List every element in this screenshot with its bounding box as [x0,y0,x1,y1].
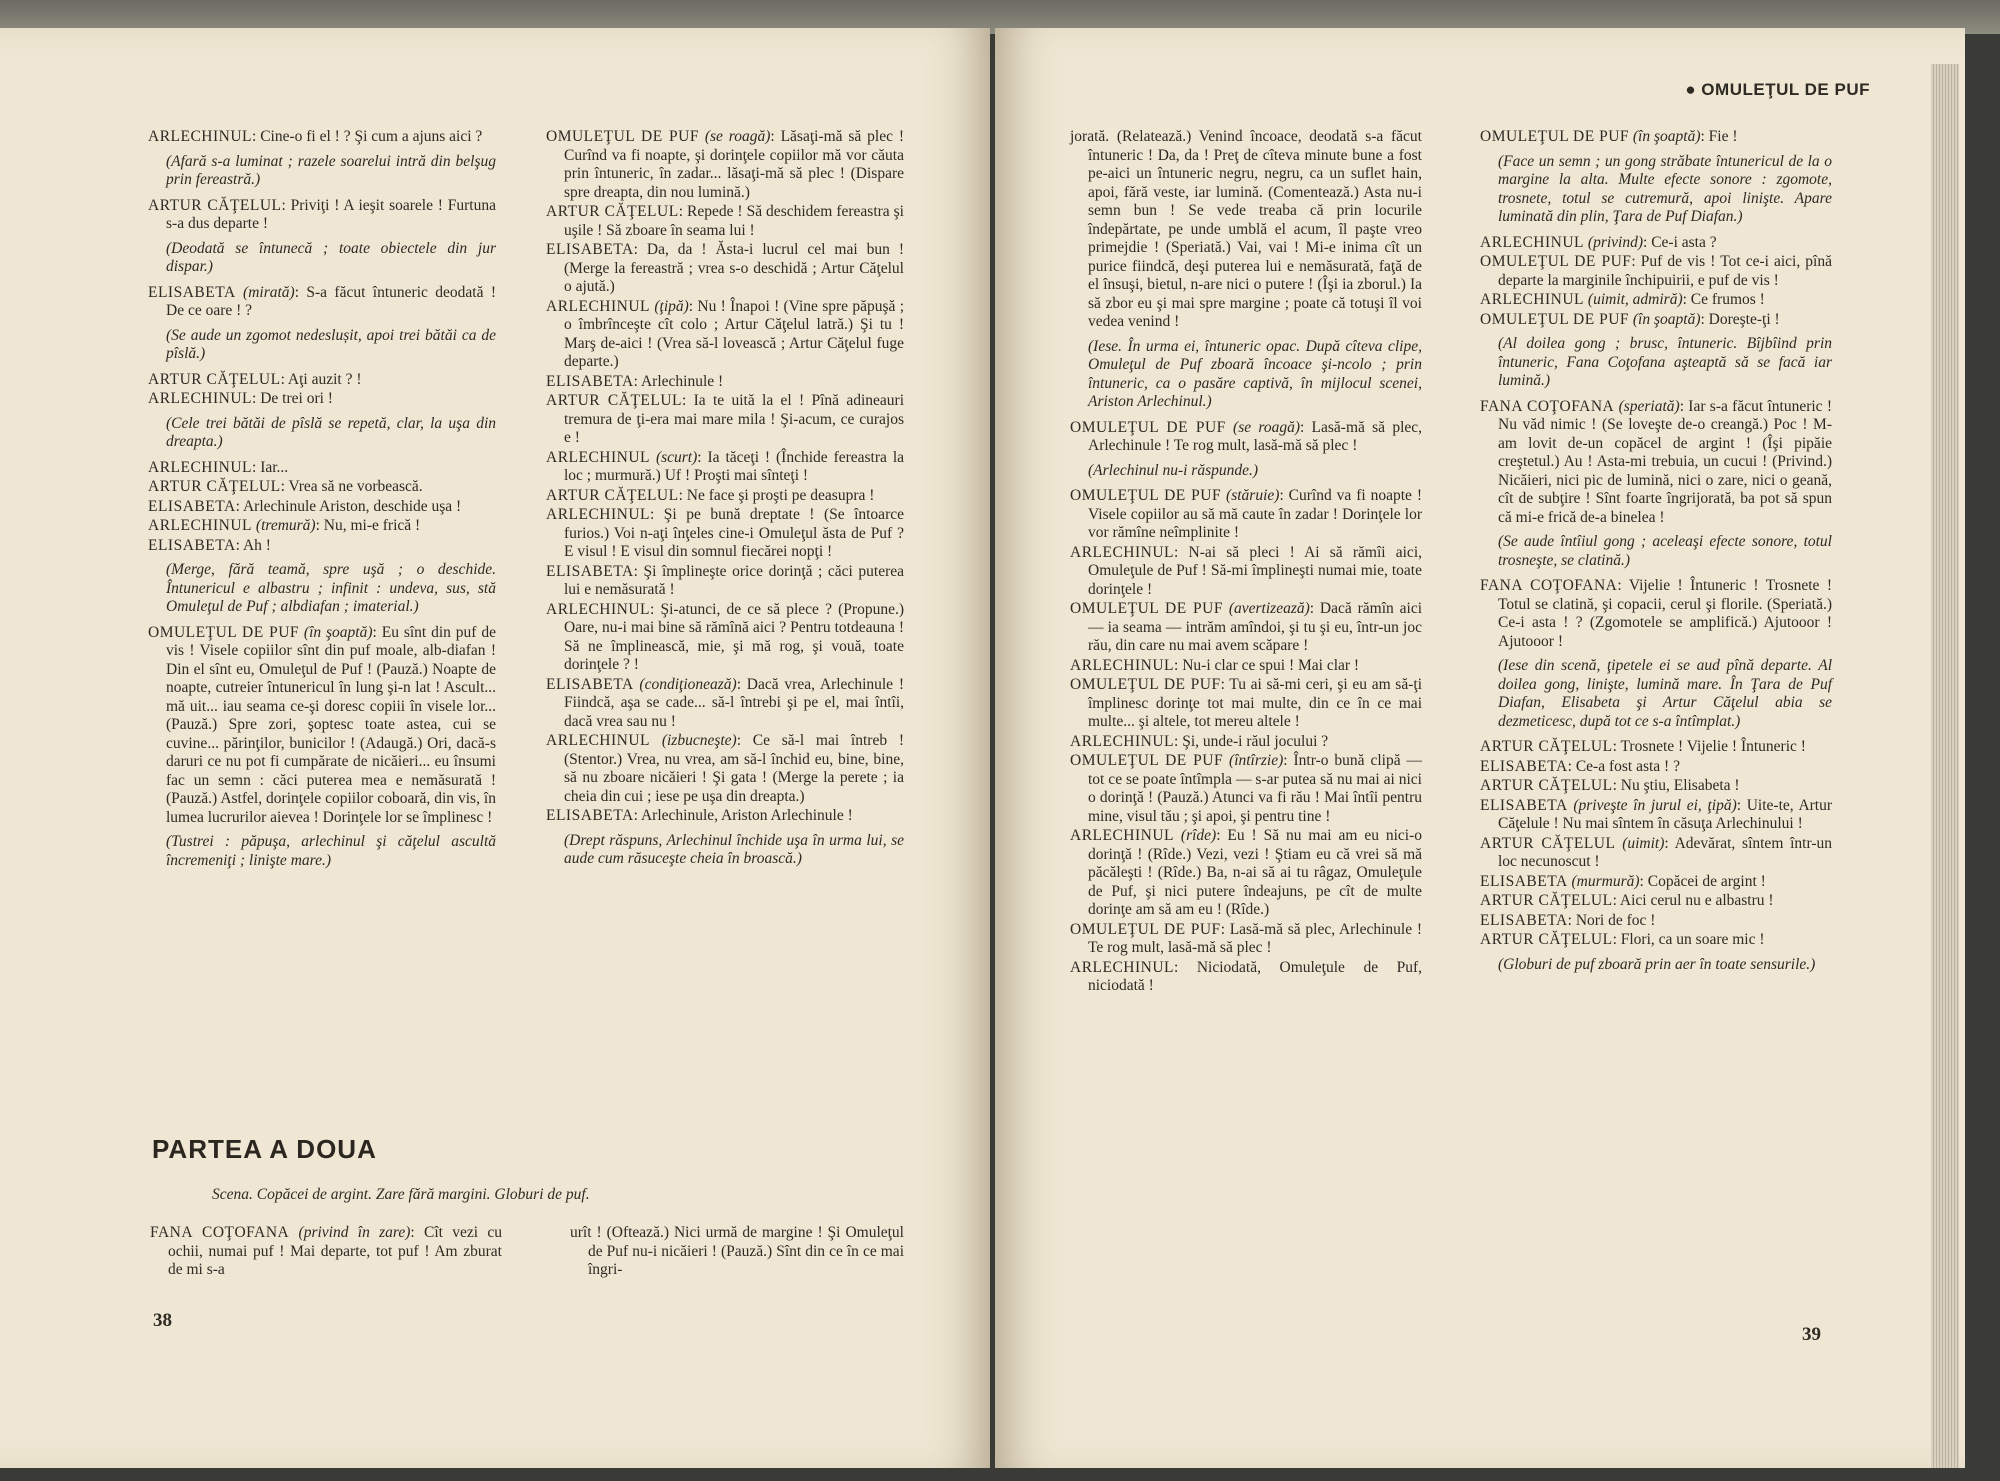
dialogue-line [1070,487,1422,543]
parenthetical: (în şoaptă) [303,623,373,641]
dialogue-line [1480,291,1832,310]
speaker-name: FANA COŢOFANA [1480,397,1615,415]
line-text: : Ce frumos ! [1682,291,1765,308]
dialogue-line [1480,398,1832,528]
dialogue-line [1480,577,1832,651]
line-text: : Şi împlineşte orice dorinţă ; căci puterea lui e nemăsurată ! [564,562,904,598]
speaker-name: ARLECHINUL [1070,543,1175,561]
parenthetical: (uimit, admiră) [1587,291,1683,308]
speaker-name: FANA COŢOFANA [1480,577,1618,594]
parenthetical: (stăruie) [1226,487,1280,504]
line-text: : Ne face şi proşti pe deasupra ! [678,486,875,504]
dialogue-line [1480,738,1832,757]
dialogue-line [1480,797,1832,834]
parenthetical: (condiţionează) [639,675,737,693]
dialogue-line [148,459,496,478]
line-text: : Flori, ca un soare mic ! [1612,931,1765,948]
speaker-name: ARLECHINUL [546,297,651,315]
dialogue-line [546,392,904,448]
line-text: : Nu-i clar ce spui ! Mai clar ! [1174,656,1360,674]
speaker-name: ARLECHINUL [148,128,253,145]
speaker-name: ARLECHINUL [1070,958,1175,976]
dialogue-line [1480,758,1832,777]
parenthetical: (mirată) [243,283,295,301]
scene-description: Scena. Copăcei de argint. Zare fără margini. Globuri de puf. [212,1186,590,1203]
dialogue-line [546,563,904,600]
line-text: : Da, da ! Ăsta-i lucrul cel mai bun ! (Merge la fereastră ; vrea s-o deschidă ; Artur Căţelul o ajută.) [564,241,904,295]
speaker-name: ELISABETA [546,372,634,390]
line-text: : Ia te uită la el ! Pînă adineauri tremura de ţi-era mai mare mila ! Şi-acum, ce curajos e ! [564,392,905,446]
line-text: : Într-o bună clipă — tot ce se poate întîmpla — s-ar putea să nu mai ai nici o dorinţă ! (Pauză.) Atunci va fi rău ! Mai întîi pentru mine, visul tău ; şi apoi, şi pentru tine ! [1088,752,1422,825]
right-page [995,28,1965,1468]
line-text: : Vrea să ne vorbească. [280,478,423,495]
dialogue-line [546,203,904,240]
stage-direction: (Iese. În urma ei, întuneric opac. După cîteva clipe, Omuleţul de Puf zboară încoace şi-ncolo ; prin întuneric, ca o pasăre captivă, în mijlocul scenei, Ariston Arlechinul.) [1088,337,1422,410]
left-column-2 [546,128,904,876]
speaker-name: OMULEŢUL DE PUF [1480,128,1630,145]
dialogue-continuation: urît ! (Oftează.) Nici urmă de margine ! Şi Omuleţul de Puf nu-i nicăieri ! (Pauză.) Sînt din ce în ce mai îngri- [570,1224,904,1278]
line-text: : Arlechinule Ariston, deschide uşa ! [235,497,462,515]
stage-direction: (Face un semn ; un gong străbate întunericul de la o margine la alta. Multe efecte sonore : zgomote, trosnete, totul se cutremură, apoi linişte. Apare luminată din plin, Ţara de Puf Diafan.) [1498,152,1832,225]
dialogue-line [1070,921,1422,958]
dialogue-line [1070,827,1422,920]
stage-direction: (Merge, fără teamă, spre uşă ; o deschide. Întunericul e albastru ; infinit : undeva, sus, stă Omuleţul de Puf ; albdiafan ; imaterial.) [166,561,496,615]
line-text: : Cine-o fi el ! ? Şi cum a ajuns aici ? [252,128,483,145]
dialogue-line [1480,253,1832,290]
speaker-name: OMULEŢUL DE PUF [1070,487,1222,504]
left-bottom-column-2 [570,1224,904,1281]
page-edges [1931,64,1959,1468]
parenthetical: (privind în zare) [298,1224,411,1241]
stage-direction: (Deodată se întunecă ; toate obiectele din jur dispar.) [166,239,496,275]
parenthetical: (murmură) [1571,872,1640,890]
line-text: : N-ai să pleci ! Ai să rămîi aici, Omuleţule de Puf ! Să-mi împlineşti numai mie, toate dorinţele ! [1088,543,1422,598]
line-text: : Aţi auzit ? ! [280,370,362,388]
speaker-name: ARTUR CĂŢELUL [1480,892,1613,909]
speaker-name: ARLECHINUL [148,458,253,476]
dialogue-line [1480,912,1832,931]
section-title: PARTEA A DOUA [152,1134,377,1164]
line-text: : Lasă-mă să plec, Arlechinule ! Te rog mult, lasă-mă să plec ! [1088,418,1423,454]
dialogue-line [546,506,904,562]
line-text: : Curînd va fi noapte ! Visele copiilor au să mă caute în zadar ! Dorinţele lor vor rămîne neîmplinite ! [1088,487,1422,541]
line-text: : Eu ! Să nu mai am eu nici-o dorinţă ! (Rîde.) Vezi, vezi ! Ştiam eu că vrei să mă păcăleşti ! (Rîde.) Ba, n-ai să ai tu râgaz, Omuleţule de Puf, şi nici putere îndeajuns, pe cît de multe dorinţe am să am eu ! (Rîde.) [1088,827,1422,918]
speaker-name: ARTUR CĂŢELUL [1480,931,1613,948]
stage-direction: (Tustrei : păpuşa, arlechinul şi căţelul ascultă încremeniţi ; linişte mare.) [166,833,496,869]
speaker-name: OMULEŢUL DE PUF [1070,676,1221,693]
speaker-name: ARLECHINUL [1070,827,1175,844]
parenthetical: (izbucneşte) [661,732,737,749]
speaker-name: ELISABETA [546,675,634,693]
speaker-name: ARLECHINUL [546,600,651,618]
line-text: : Lăsaţi-mă să plec ! Curînd va fi noapte, şi dorinţele copiilor mă vor căuta prin întuneric, în zadar... lăsaţi-mă să plec ! (Dispare spre dreapta, din nou lumină.) [564,128,905,201]
stage-direction: (Al doilea gong ; brusc, întuneric. Bîjbîind prin întuneric, Fana Coţofana aşteaptă să se facă iar lumină.) [1498,335,1832,389]
speaker-name: ARLECHINUL [546,732,651,749]
speaker-name: ARLECHINUL [1070,732,1175,750]
right-column-1 [1070,128,1422,997]
speaker-name: ARTUR CĂŢELUL [1480,738,1613,755]
line-text: : Trosnete ! Vijelie ! Întuneric ! [1612,738,1806,755]
speaker-name: ELISABETA [148,497,236,515]
line-text: : Nu, mi-e frică ! [315,517,421,534]
parenthetical: (scurt) [655,448,698,466]
line-text: : Repede ! Să deschidem fereastra şi uşile ! Să zboare în seama lui ! [564,203,904,239]
stage-direction: (Globuri de puf zboară prin aer în toate sensurile.) [1498,955,1816,973]
speaker-name: ELISABETA [148,283,236,301]
stage-direction: (Drept răspuns, Arlechinul închide uşa în urma lui, se aude cum răsuceşte cheia în broască.) [564,831,904,867]
speaker-name: FANA COŢOFANA [150,1224,290,1241]
dialogue-line [148,371,496,390]
speaker-name: ARLECHINUL [546,448,651,466]
dialogue-line [1480,835,1832,872]
line-text: : Nori de foc ! [1567,911,1656,929]
dialogue-line [546,676,904,732]
parenthetical: (tremură) [255,517,316,534]
line-text: : Adevărat, sîntem într-un loc necunoscut ! [1498,834,1832,870]
stage-direction: (Cele trei bătăi de pîslă se repetă, clar, la uşa din dreapta.) [166,414,496,450]
speaker-name: OMULEŢUL DE PUF [1480,253,1632,270]
dialogue-line [1070,544,1422,600]
dialogue-line [148,128,496,147]
speaker-name: ARTUR CĂŢELUL [148,478,281,495]
line-text: : Eu sînt din puf de vis ! Visele copiilor sînt din puf moale, alb-diafan ! Din el sînt eu, Omuleţul de Puf ! (Pauză.) Noapte de noapte, cutreier întunericul în lung şi-n lat ! Ascult... mă uit... iau seama ce-şi doresc copiii în visele lor... (Pauză.) Spre zori, şoptesc toate astea, cui se cuvine... părinţilor, bunicilor ! (Adaugă.) Ori, dacă-s daruri ce nu pot fi cumpărate de nicăieri... eu însumi fac un semn : căci puterea mea e nemăsurată ! (Pauză.) Astfel, dorinţele copiilor coboară, din vis, în lumea lucrurilor aievea ! Dorinţele lor se împlinesc ! [166,623,496,826]
dialogue-line [1070,959,1422,996]
dialogue-line [546,732,904,806]
dialogue-line [546,298,904,372]
dialogue-line [1070,733,1422,752]
left-column-1 [148,128,496,877]
dialogue-line [148,197,496,234]
dialogue-line [148,498,496,517]
stage-direction: (Arlechinul nu-i răspunde.) [1088,461,1259,479]
dialogue-line [1480,128,1832,147]
dialogue-line [1480,892,1832,911]
speaker-name: ARTUR CĂŢELUL [148,370,281,388]
speaker-name: ARLECHINUL [1070,656,1175,674]
parenthetical: (ţipă) [654,297,689,315]
parenthetical: (întîrzie) [1229,752,1284,769]
stage-direction: (Iese din scenă, ţipetele ei se aud pînă departe. Al doilea gong, linişte, lumină mare. În Ţara de Puf Diafan, Elisabeta şi Artur Căţelul abia se dezmeticesc, după tot ce s-a întîmplat.) [1498,657,1832,730]
line-text: : Iar s-a făcut întuneric ! Nu văd nimic ! (Se loveşte de-o creangă.) Poc ! M-am lovit de-un copăcel de argint ! (Îşi pipăie creştetul.) Au ! Asta-mi trebuia, un cucui ! (Privind.) Nicăieri, nici pic de lumină, nici o zare, nici o geană, cît de subţire ! Sînt foarte îngrijorată, ba pot să spun că mi-e frică de-a binelea ! [1498,397,1833,526]
line-text: : Uite-te, Artur Căţelule ! Nu mai sîntem în căsuţa Arlechinului ! [1498,796,1833,832]
line-text: : Vijelie ! Întuneric ! Trosnete ! Totul se clatină, şi copacii, cerul şi florile. (Speriată.) Ce-i asta ! ? (Zgomotele se amplifică.) Ajutooor ! Ajutooor ! [1498,577,1832,650]
line-text: : Şi-atunci, de ce să plece ? (Propune.) Oare, nu-i mai bine să rămînă aici ? Pentru totdeauna ! Să ne împlinească, mie, şi mă rog, şi vouă, toate dorinţele ? ! [564,600,904,673]
speaker-name: OMULEŢUL DE PUF [1070,418,1226,436]
line-text: : Fie ! [1700,128,1738,145]
parenthetical: (uimit) [1622,834,1665,852]
dialogue-line [1480,777,1832,796]
line-text: : Ce-i asta ? [1643,233,1717,251]
dialogue-line [546,807,904,826]
left-bottom-column-1 [150,1224,502,1281]
dialogue-line [148,478,496,497]
parenthetical: (privind) [1587,233,1644,251]
dialogue-line [148,624,496,828]
line-text: : Ce să-l mai întreb ! (Stentor.) Vrea, nu vrea, am să-l închid eu, bine, bine, să nu zboare nicăieri ! Şi gata ! (Merge la perete ; ia cheia din cui ; iese pe uşa din dreapta.) [564,732,905,805]
parenthetical: (se roagă) [704,128,771,145]
speaker-name: ARLECHINUL [148,517,253,534]
speaker-name: ELISABETA [1480,757,1568,775]
line-text: : Şi, unde-i răul jocului ? [1174,732,1329,750]
line-text: : Tu ai să-mi ceri, şi eu am să-ţi împlinesc dorinţe tot mai multe, din ce în ce mai multe... şi altele, tot mereu altele ! [1088,676,1422,730]
line-text: : Arlechinule ! [633,372,724,390]
stage-direction: (Se aude un zgomot nedeslușit, apoi trei bătăi ca de pîslă.) [166,326,496,362]
dialogue-line [546,241,904,297]
dialogue-line [1480,873,1832,892]
speaker-name: OMULEŢUL DE PUF [1480,310,1630,328]
page-number-left: 38 [153,1310,172,1331]
running-head: ● OMULEŢUL DE PUF [1685,80,1870,99]
speaker-name: ARTUR CĂŢELUL [1480,834,1616,852]
speaker-name: ARLECHINUL [1480,233,1585,251]
line-text: : Ah ! [235,536,271,554]
dialogue-line [1480,234,1832,253]
speaker-name: OMULEŢUL DE PUF [1070,600,1223,617]
dialogue-line [150,1224,502,1280]
parenthetical: (avertizează) [1228,600,1310,617]
line-text: : Doreşte-ţi ! [1700,310,1780,328]
line-text: : Copăcei de argint ! [1639,872,1766,890]
stage-direction: (Se aude întîiul gong ; aceleaşi efecte sonore, totul trosneşte, se clatină.) [1498,533,1832,569]
line-text: : Arlechinule, Ariston Arlechinule ! [633,807,853,824]
speaker-name: ARTUR CĂŢELUL [148,196,282,214]
line-text: : Ia tăceţi ! (Închide fereastra la loc ; murmură.) Uf ! Proşti mai sînteţi ! [564,448,905,484]
speaker-name: ELISABETA [1480,911,1568,929]
speaker-name: ELISABETA [546,562,634,580]
dialogue-line [1070,752,1422,826]
speaker-name: ARTUR CĂŢELUL [1480,777,1613,794]
line-text: : Şi pe bună dreptate ! (Se întoarce furios.) Voi n-aţi înţeles cine-i Omuleţul ăsta de Puf ? E visul ! E visul din somnul fiecărei nopţi ! [564,506,904,560]
dialogue-line [546,487,904,506]
speaker-name: ELISABETA [546,241,634,258]
line-text: : Lasă-mă să plec, Arlechinule ! Te rog mult, lasă-mă să plec ! [1088,920,1422,956]
speaker-name: OMULEŢUL DE PUF [1070,752,1224,769]
dialogue-line [546,128,904,202]
line-text: : S-a făcut întuneric deodată ! De ce oare ! ? [166,283,496,319]
line-text: : De trei ori ! [252,390,333,407]
dialogue-line [148,284,496,321]
dialogue-line [1070,600,1422,656]
speaker-name: OMULEŢUL DE PUF [1070,920,1221,938]
line-text: : Niciodată, Omuleţule de Puf, niciodată ! [1088,958,1422,994]
speaker-name: ARTUR CĂŢELUL [546,392,683,409]
parenthetical: (se roagă) [1233,418,1300,436]
dialogue-line [1070,419,1422,456]
parenthetical: (în şoaptă) [1632,310,1701,328]
dialogue-line [148,390,496,409]
speaker-name: ELISABETA [546,807,634,824]
line-text: : Dacă rămîn aici — ia seama — intrăm amîndoi, şi tu şi eu, într-un joc rău, din care nu mai avem scăpare ! [1088,600,1423,654]
dialogue-line [1480,311,1832,330]
line-text: : Priviţi ! A ieşit soarele ! Furtuna s-a dus departe ! [166,196,496,232]
dialogue-continuation: jorată. (Relatează.) Venind încoace, deodată s-a făcut întuneric ! Da, da ! Preţ de cîteva minute bune a fost pe-aici un întuneric negru, negru, ca un suflet hain, apoi, fără veste, iar lumină. (Comentează.) Asta nu-i semn bun ! Se vede treaba că prin locurile îndepărtate, pe unde umblă el acum, îl paşte vreo primejdie ! (Speriată.) Vai, vai ! Mi-e inima cît un purice fiindcă, deşi puterea lui e nemăsurată, faţă de el însuşi, bietul, n-are nici o putere ! (Îşi ia zborul.) Ia să zbor eu şi mai spre margine ; poate că totuşi îl voi vedea venind ! [1070,128,1422,330]
speaker-name: ARTUR CĂŢELUL [546,486,679,504]
dialogue-line [1070,657,1422,676]
line-text: : Puf de vis ! Tot ce-i aici, pînă departe la marginile închipuirii, e puf de vis ! [1498,253,1832,289]
parenthetical: (în şoaptă) [1632,128,1701,145]
line-text: : Nu ştiu, Elisabeta ! [1612,777,1740,794]
page-number-right: 39 [1802,1324,1821,1345]
speaker-name: OMULEŢUL DE PUF [546,128,699,145]
speaker-name: ELISABETA [1480,796,1568,814]
dialogue-line [546,601,904,675]
speaker-name: ELISABETA [148,536,236,554]
parenthetical: (speriată) [1618,397,1680,415]
dialogue-line [546,449,904,486]
line-text: : Iar... [252,458,289,476]
parenthetical: (priveşte în jurul ei, ţipă) [1573,796,1737,814]
line-text: : Cît vezi cu ochii, numai puf ! Mai departe, tot puf ! Am zburat de mi s-a [168,1224,503,1278]
dialogue-line [148,517,496,536]
stage-direction: (Afară s-a luminat ; razele soarelui intră din belşug prin fereastră.) [166,152,496,188]
speaker-name: ARTUR CĂŢELUL [546,203,679,220]
dialogue-line [1480,931,1832,950]
line-text: : Dacă vrea, Arlechinule ! Fiindcă, aşa se cade... să-l întrebi şi pe el, mai întîi, dacă vrea sau nu ! [564,675,904,730]
speaker-name: ARLECHINUL [546,506,651,523]
left-page [0,28,990,1468]
speaker-name: ARLECHINUL [1480,291,1585,308]
right-column-2 [1480,128,1832,981]
dialogue-line [148,537,496,556]
speaker-name: ARLECHINUL [148,390,253,407]
dialogue-line [1070,676,1422,732]
line-text: : Aici cerul nu e albastru ! [1612,892,1774,909]
dialogue-line [546,373,904,392]
parenthetical: (rîde) [1180,827,1217,844]
speaker-name: OMULEŢUL DE PUF [148,623,300,641]
line-text: : Nu ! Înapoi ! (Vine spre păpuşă ; o îmbrînceşte cît colo ; Artur Căţelul latră.) Şi tu ! Marş de-aici ! (Vrea să-l lovească ; Artur Căţelul fuge departe.) [564,297,905,370]
speaker-name: ELISABETA [1480,872,1568,890]
line-text: : Ce-a fost asta ! ? [1567,757,1680,775]
